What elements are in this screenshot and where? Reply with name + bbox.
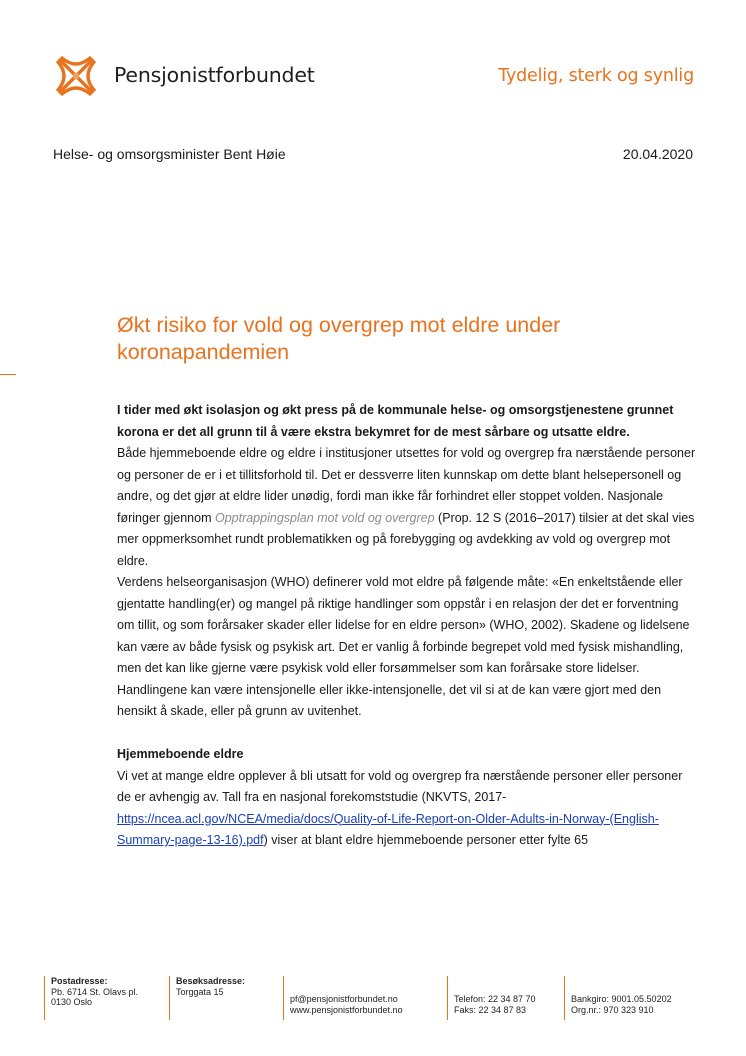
section-heading-home-dwelling: Hjemmeboende eldre [117,747,244,761]
paragraph-1-end: (Prop. 12 S (2016–2017) tilsier at det skal vies mer oppmerksomhet rundt problematikken og på forebygging og avdekking av vold og overgrep mot eldre. [117,510,695,568]
paragraph-3 [117,766,697,852]
paragraph-1-start: Både hjemmeboende eldre og eldre i institusjoner utsettes for vold og overgrep fra nærstående personer og personer de er i et tillitsforhold til. Det er dessverre liten kunnskap om dette blant helsepersonell og andre, og det gjør at eldre lider unødig, fordi man ikke får forhindret eller stoppet volden. Nasjonale føringer gjennom [117,446,696,525]
footer-orgnr: Org.nr.: 970 323 910 [571,1004,654,1015]
footer-contact [283,976,447,1020]
visit-label: Besøksadresse: [176,976,246,986]
letter-date: 20.04.2020 [622,146,693,162]
postal-line-1: Pb. 6714 St. Olavs pl. [51,986,139,997]
footer-email[interactable]: pf@pensjonistforbundet.no [290,994,398,1004]
footer-postal [44,976,169,1020]
plan-title: Opptrappingsplan mot vold og overgrep [214,510,435,525]
postal-line-2: 0130 Oslo [51,997,93,1007]
pensjonistforbundet-logo-icon [52,52,100,100]
paragraph-2: Verdens helseorganisasjon (WHO) definerer vold mot eldre på følgende måte: «En enkeltstående eller gjentatte handling(er) og mangel på riktige handlinger som oppstår i en relasjon der det er forventning om tillit, og som forårsaker skader eller lidelse for en eldre person» (WHO, 2002). Skadene og lidelsene kan være av både fysisk og psykisk art. Det er vanlig å forbinde begrepet vold med fysisk mishandling, men det kan like gjerne være psykisk vold eller forsømmelser som kan forårsake store lidelser. Handlingene kan være intensjonelle eller ikke-intensjonelle, det vil si at de kan være gjort med den hensikt å skade, eller på grunn av uvitenhet. [117,575,690,718]
footer-web[interactable]: www.pensjonistforbundet.no [290,1004,403,1015]
footer-phone [447,976,564,1020]
letter-body [117,400,697,852]
footer-bank [564,976,704,1020]
letter-title: Økt risiko for vold og overgrep mot eldre under koronapandemien [117,313,561,364]
footer-visit [169,976,283,1020]
tagline: Tydelig, sterk og synlig [498,66,694,86]
recipient: Helse- og omsorgsminister Bent Høie [53,146,286,162]
brand-name: Pensjonistforbundet [114,63,315,87]
lead-paragraph: I tider med økt isolasjon og økt press på de kommunale helse- og omsorgstjenestene grunnet korona er det all grunn til å være ekstra bekymret for de mest sårbare og utsatte eldre. [117,403,674,439]
footer-faks: Faks: 22 34 87 83 [454,1004,527,1015]
footer [44,976,704,1020]
paragraph-3-end: ) viser at blant eldre hjemmeboende personer etter fylte 65 [263,833,589,847]
report-link[interactable]: https://ncea.acl.gov/NCEA/media/docs/Quality-of-Life-Report-on-Older-Adults-in-Norway-(English-Summary-page-13-16).pdf [117,811,659,847]
visit-line-1: Torggata 15 [176,986,224,997]
paragraph-3-start: Vi vet at mange eldre opplever å bli utsatt for vold og overgrep fra nærstående personer eller personer de er avhengig av. Tall fra en nasjonal forekomststudie (NKVTS, 2017- [117,768,683,804]
postal-label: Postadresse: [51,976,108,986]
footer-bankgiro: Bankgiro: 9001.05.50202 [571,994,672,1004]
paragraph-1 [117,443,697,572]
fold-mark [0,374,16,375]
footer-telefon: Telefon: 22 34 87 70 [454,994,536,1004]
